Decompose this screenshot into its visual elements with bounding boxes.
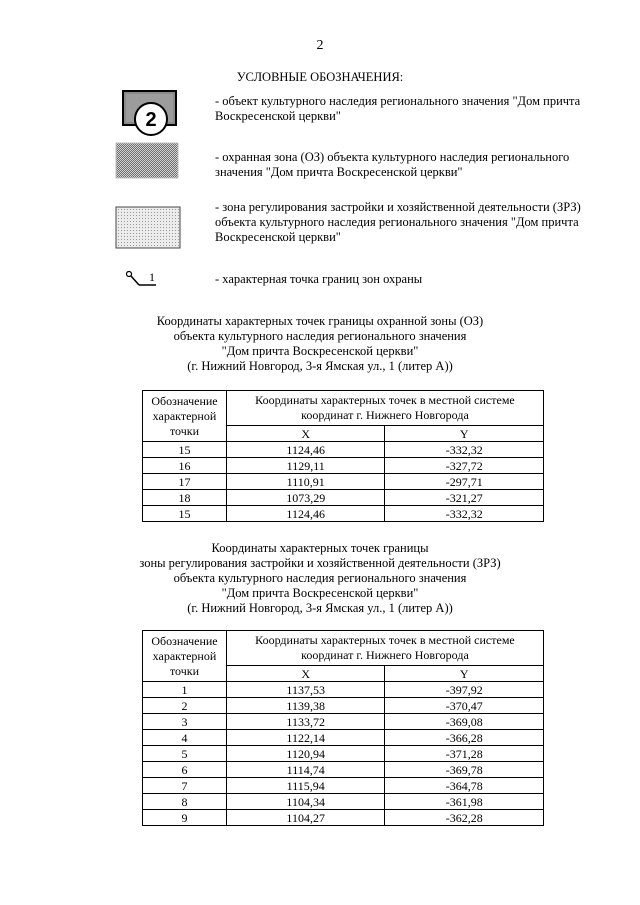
table1-header-y: Y xyxy=(385,426,544,442)
cell-x: 1110,91 xyxy=(226,474,385,490)
table2-caption-line: (г. Нижний Новгород, 3-я Ямская ул., 1 (литер А)) xyxy=(187,601,453,615)
table2-caption xyxy=(80,541,560,616)
cell-y: -371,28 xyxy=(385,746,544,762)
cell-point: 9 xyxy=(143,810,227,826)
table2 xyxy=(142,630,544,826)
building-marker-icon xyxy=(120,88,182,140)
table-row xyxy=(143,442,544,458)
cell-point: 3 xyxy=(143,714,227,730)
cell-point: 16 xyxy=(143,458,227,474)
table-row xyxy=(143,714,544,730)
legend-item-protection-zone: - охранная зона (ОЗ) объекта культурного наследия регионального значения "Дом причта Воскресенской церкви" xyxy=(215,150,570,179)
cell-x: 1139,38 xyxy=(226,698,385,714)
regulation-zone-swatch-icon xyxy=(115,206,182,250)
building-marker-badge: 2 xyxy=(145,109,157,131)
cell-y: -397,92 xyxy=(385,682,544,698)
legend-item-object: - объект культурного наследия регионального значения "Дом причта Воскресенской церкви" xyxy=(215,94,581,123)
table2-header-y: Y xyxy=(385,666,544,682)
table2-header-coords: Координаты характерных точек в местной системе координат г. Нижнего Новгорода xyxy=(226,631,543,666)
protection-zone-swatch-icon xyxy=(115,142,180,180)
cell-point: 15 xyxy=(143,442,227,458)
table1-caption-line: Координаты характерных точек границы охранной зоны (ОЗ) xyxy=(156,314,484,328)
cell-x: 1124,46 xyxy=(226,442,385,458)
cell-point: 8 xyxy=(143,794,227,810)
table-row xyxy=(143,474,544,490)
cell-y: -361,98 xyxy=(385,794,544,810)
cell-point: 4 xyxy=(143,730,227,746)
cell-point: 18 xyxy=(143,490,227,506)
table-row xyxy=(143,506,544,522)
cell-x: 1115,94 xyxy=(226,778,385,794)
cell-y: -332,32 xyxy=(385,506,544,522)
cell-y: -362,28 xyxy=(385,810,544,826)
cell-x: 1114,74 xyxy=(226,762,385,778)
cell-x: 1133,72 xyxy=(226,714,385,730)
table1 xyxy=(142,390,544,522)
cell-y: -364,78 xyxy=(385,778,544,794)
legend-item-regulation-zone: - зона регулирования застройки и хозяйственной деятельности (ЗРЗ) объекта культурного наследия регионального значения "Дом причта Воскресенской церкви" xyxy=(215,200,581,244)
cell-x: 1122,14 xyxy=(226,730,385,746)
cell-x: 1124,46 xyxy=(226,506,385,522)
cell-point: 7 xyxy=(143,778,227,794)
cell-y: -327,72 xyxy=(385,458,544,474)
cell-point: 15 xyxy=(143,506,227,522)
page-number: 2 xyxy=(316,38,324,53)
table1-caption xyxy=(80,314,560,374)
cell-point: 1 xyxy=(143,682,227,698)
cell-y: -332,32 xyxy=(385,442,544,458)
cell-y: -369,78 xyxy=(385,762,544,778)
table1-caption-line: (г. Нижний Новгород, 3-я Ямская ул., 1 (литер А)) xyxy=(187,359,453,373)
table-row xyxy=(143,810,544,826)
cell-point: 6 xyxy=(143,762,227,778)
table1-header-x: X xyxy=(226,426,385,442)
table-row xyxy=(143,778,544,794)
cell-y: -297,71 xyxy=(385,474,544,490)
cell-y: -366,28 xyxy=(385,730,544,746)
cell-x: 1137,53 xyxy=(226,682,385,698)
cell-point: 5 xyxy=(143,746,227,762)
table-row xyxy=(143,490,544,506)
table2-caption-line: "Дом причта Воскресенской церкви" xyxy=(221,586,419,600)
table-row xyxy=(143,730,544,746)
boundary-point-icon xyxy=(122,265,162,291)
table-row xyxy=(143,794,544,810)
table2-header-point: Обозначение характерной точки xyxy=(143,631,227,682)
table-row xyxy=(143,698,544,714)
cell-x: 1104,34 xyxy=(226,794,385,810)
cell-y: -369,08 xyxy=(385,714,544,730)
table1-header-point: Обозначение характерной точки xyxy=(143,391,227,442)
table2-caption-line: Координаты характерных точек границы xyxy=(211,541,429,555)
cell-y: -370,47 xyxy=(385,698,544,714)
table-row xyxy=(143,746,544,762)
table1-caption-line: объекта культурного наследия регионального значения xyxy=(173,329,467,343)
cell-x: 1073,29 xyxy=(226,490,385,506)
cell-point: 2 xyxy=(143,698,227,714)
table1-caption-line: "Дом причта Воскресенской церкви" xyxy=(221,344,419,358)
cell-x: 1104,27 xyxy=(226,810,385,826)
legend-title: УСЛОВНЫЕ ОБОЗНАЧЕНИЯ: xyxy=(236,70,404,84)
table2-header-x: X xyxy=(226,666,385,682)
cell-y: -321,27 xyxy=(385,490,544,506)
table1-header-coords: Координаты характерных точек в местной системе координат г. Нижнего Новгорода xyxy=(226,391,543,426)
boundary-point-badge: 1 xyxy=(149,270,155,284)
cell-point: 17 xyxy=(143,474,227,490)
table2-caption-line: объекта культурного наследия регионального значения xyxy=(173,571,467,585)
table-row xyxy=(143,762,544,778)
legend-item-boundary-point: - характерная точка границ зон охраны xyxy=(215,272,423,286)
table2-caption-line: зоны регулирования застройки и хозяйственной деятельности (ЗРЗ) xyxy=(139,556,501,570)
table-row xyxy=(143,682,544,698)
cell-x: 1120,94 xyxy=(226,746,385,762)
table-row xyxy=(143,458,544,474)
cell-x: 1129,11 xyxy=(226,458,385,474)
